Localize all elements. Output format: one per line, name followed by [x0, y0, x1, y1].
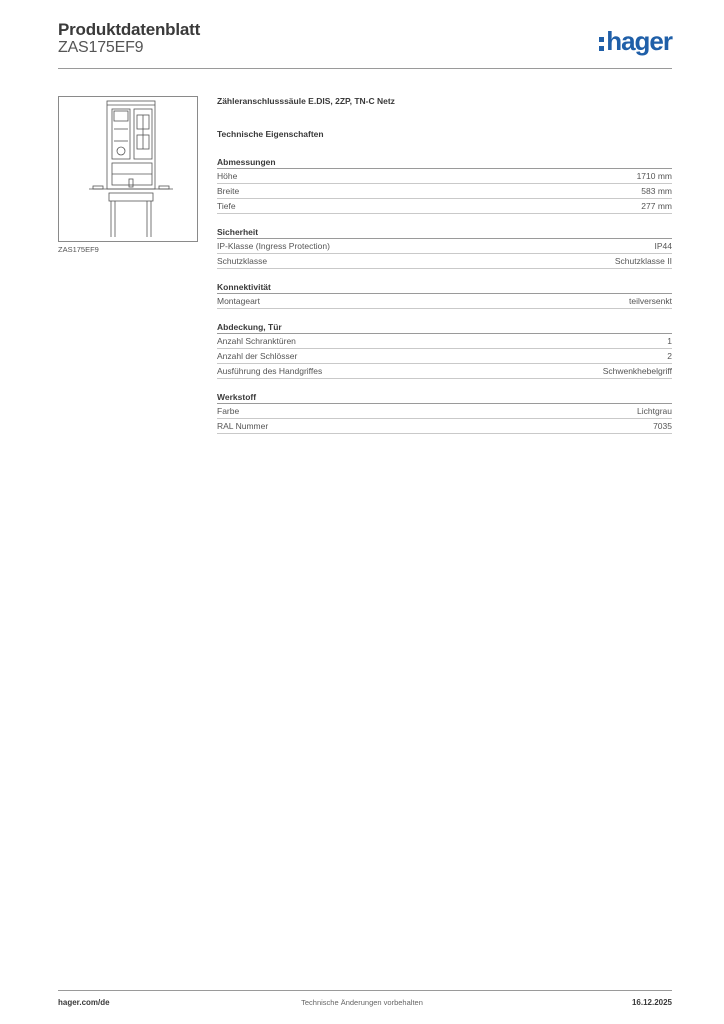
spec-section [217, 156, 672, 214]
footer-notice: Technische Änderungen vorbehalten [301, 998, 423, 1007]
page-title: Produktdatenblatt [58, 20, 201, 39]
spec-value: 277 mm [641, 201, 672, 211]
spec-value: IP44 [654, 241, 672, 251]
section-heading: Abmessungen [217, 156, 672, 169]
spec-value: 583 mm [641, 186, 672, 196]
meter-cabinet-drawing-icon [59, 97, 197, 241]
product-code: ZAS175EF9 [58, 39, 144, 56]
section-heading: Konnektivität [217, 281, 672, 294]
logo-dots-icon [599, 35, 604, 51]
spec-label: Höhe [217, 171, 238, 181]
section-heading: Sicherheit [217, 226, 672, 239]
spec-label: Schutzklasse [217, 256, 268, 266]
spec-row [217, 239, 672, 254]
spec-value: Schwenkhebelgriff [602, 366, 672, 376]
logo-text: hager [606, 26, 672, 56]
spec-row [217, 254, 672, 269]
spec-label: Montageart [217, 296, 260, 306]
spec-value: teilversenkt [629, 296, 672, 306]
tech-heading: Technische Eigenschaften [217, 129, 324, 139]
spec-value: 2 [667, 351, 672, 361]
spec-label: RAL Nummer [217, 421, 269, 431]
footer-website-link[interactable]: hager.com/de [58, 998, 110, 1007]
spec-row [217, 364, 672, 379]
spec-value: 1710 mm [636, 171, 672, 181]
header-divider [58, 68, 672, 69]
hager-logo[interactable] [599, 26, 672, 57]
spec-value: Schutzklasse II [614, 256, 672, 266]
spec-content [217, 96, 672, 434]
section-heading: Werkstoff [217, 391, 672, 404]
spec-row [217, 184, 672, 199]
spec-label: Ausführung des Handgriffes [217, 366, 323, 376]
image-caption: ZAS175EF9 [58, 245, 99, 254]
spec-value: Lichtgrau [637, 406, 672, 416]
section-heading: Abdeckung, Tür [217, 321, 672, 334]
spec-sections [217, 156, 672, 434]
spec-section [217, 226, 672, 269]
spec-label: Tiefe [217, 201, 236, 211]
spec-section [217, 321, 672, 379]
spec-row [217, 199, 672, 214]
spec-row [217, 404, 672, 419]
spec-row [217, 349, 672, 364]
spec-label: Breite [217, 186, 240, 196]
footer-date: 16.12.2025 [631, 998, 672, 1007]
spec-value: 1 [667, 336, 672, 346]
product-name: Zähleranschlusssäule E.DIS, 2ZP, TN-C Netz [217, 96, 395, 106]
spec-label: Farbe [217, 406, 240, 416]
spec-row [217, 169, 672, 184]
spec-value: 7035 [653, 421, 672, 431]
spec-label: Anzahl der Schlösser [217, 351, 298, 361]
spec-section [217, 391, 672, 434]
spec-row [217, 419, 672, 434]
footer-divider [58, 990, 672, 991]
spec-section [217, 281, 672, 309]
spec-row [217, 334, 672, 349]
spec-label: Anzahl Schranktüren [217, 336, 296, 346]
spec-label: IP-Klasse (Ingress Protection) [217, 241, 330, 251]
product-image [58, 96, 198, 242]
spec-row [217, 294, 672, 309]
